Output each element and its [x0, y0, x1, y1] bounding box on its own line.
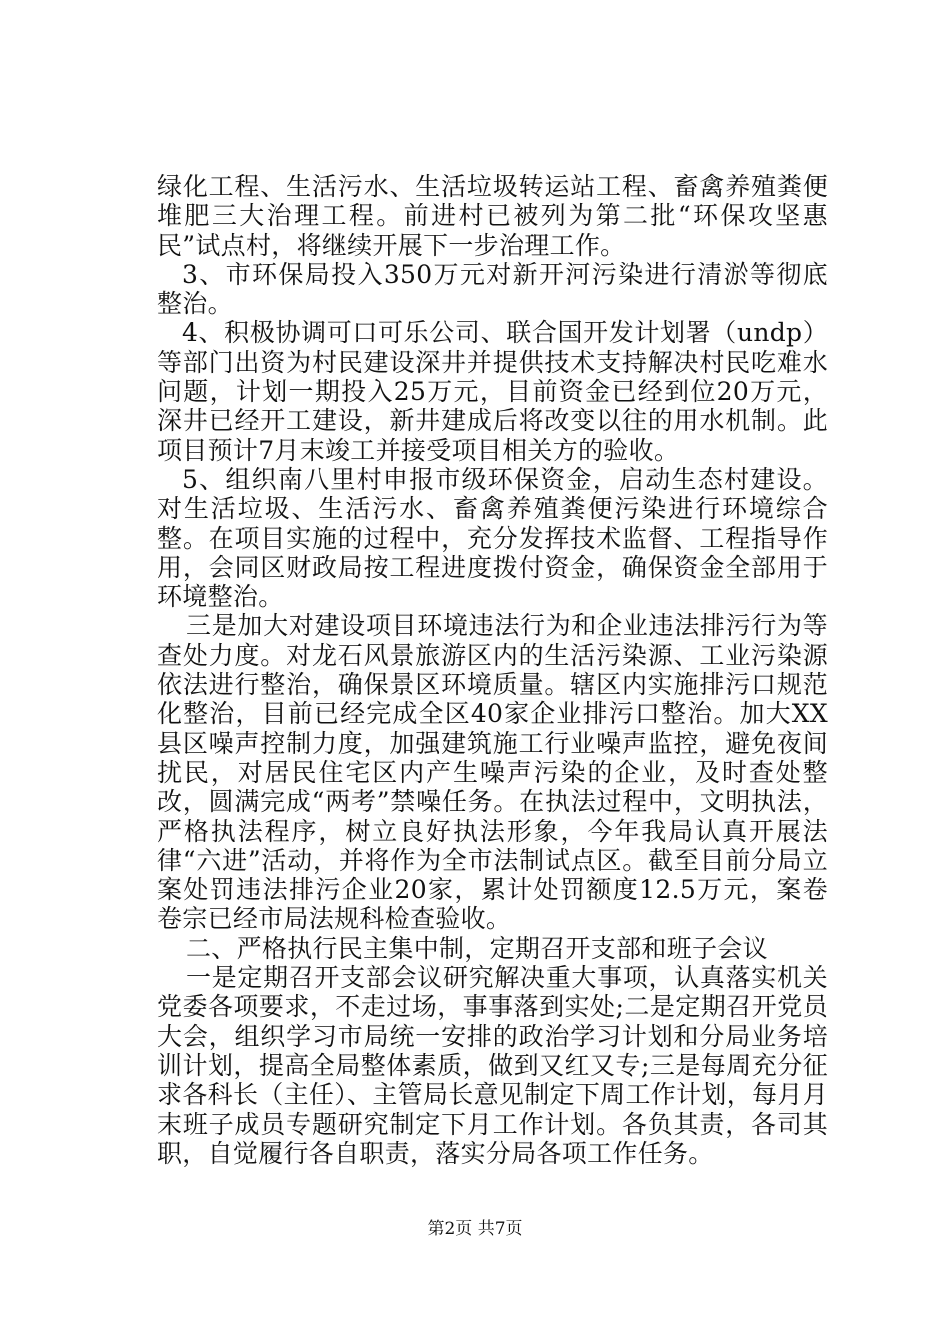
paragraph-continuation: 绿化工程、生活污水、生活垃圾转运站工程、畜禽养殖粪便堆肥三大治理工程。前进村已被列为第二批“环保攻坚惠民”试点村，将继续开展下一步治理工作。	[157, 172, 828, 260]
page-number-footer: 第2页 共7页	[427, 1219, 523, 1239]
paragraph-enforcement: 三是加大对建设项目环境违法行为和企业违法排污行为等查处力度。对龙石风景旅游区内的生活污染源、工业污染源依法进行整治，确保景区环境质量。辖区内实施排污口规范化整治，目前已经完成全区40家企业排污口整治。加大XX县区噪声控制力度，加强建筑施工行业噪声监控，避免夜间扰民，对居民住宅区内产生噪声污染的企业，及时查处整改，圆满完成“两考”禁噪任务。在执法过程中，文明执法，严格执法程序，树立良好执法形象，今年我局认真开展法律“六进”活动，并将作为全市法制试点区。截至目前分局立案处罚违法排污企业20家，累计处罚额度12.5万元，案卷卷宗已经市局法规科检查验收。	[157, 611, 828, 934]
paragraph-item-4: 4、积极协调可口可乐公司、联合国开发计划署（undp）等部门出资为村民建设深井并提供技术支持解决村民吃难水问题，计划一期投入25万元，目前资金已经到位20万元，深井已经开工建设，新井建成后将改变以往的用水机制。此项目预计7月末竣工并接受项目相关方的验收。	[157, 318, 828, 465]
paragraph-item-5: 5、组织南八里村申报市级环保资金，启动生态村建设。对生活垃圾、生活污水、畜禽养殖粪便污染进行环境综合整。在项目实施的过程中，充分发挥技术监督、工程指导作用，会同区财政局按工程进度拨付资金，确保资金全部用于环境整治。	[157, 464, 828, 612]
paragraph-meetings: 一是定期召开支部会议研究解决重大事项，认真落实机关党委各项要求，不走过场，事事落到实处;二是定期召开党员大会，组织学习市局统一安排的政治学习计划和分局业务培训计划，提高全局整体素质，做到又红又专;三是每周充分征求各科长（主任）、主管局长意见制定下周工作计划，每月月末班子成员专题研究制定下月工作计划。各负其责，各司其职，自觉履行各自职责，落实分局各项工作任务。	[157, 963, 828, 1168]
paragraph-item-3: 3、市环保局投入350万元对新开河污染进行清淤等彻底整治。	[157, 259, 828, 319]
document-body	[157, 172, 828, 1168]
section-heading-2: 二、严格执行民主集中制，定期召开支部和班子会议	[186, 933, 768, 963]
